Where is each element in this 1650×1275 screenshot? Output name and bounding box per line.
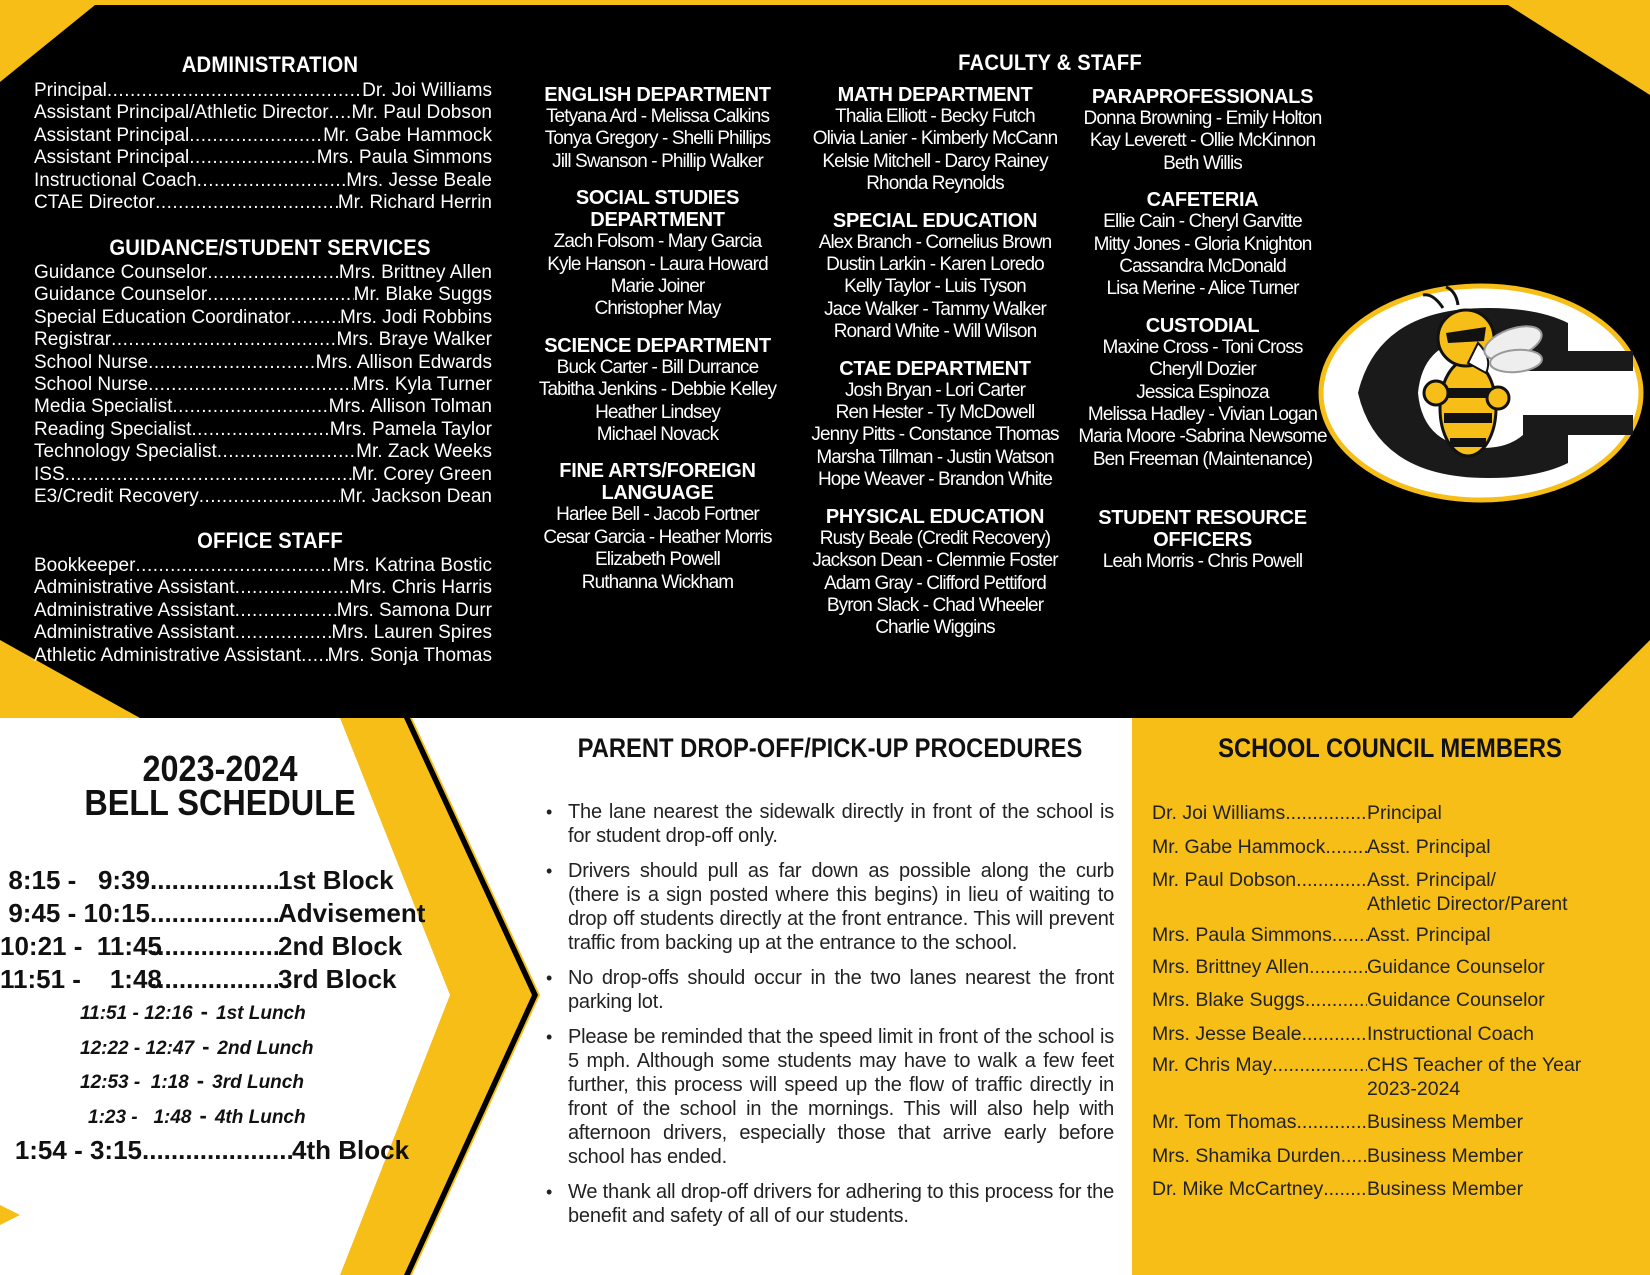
dot-leader [291,307,340,329]
staff-role: Special Education Coordinator [34,306,291,328]
staff-role: Assistant Principal [34,147,190,169]
council-role: Business Member [1367,1144,1524,1167]
council-name-cell [1152,836,1367,860]
office-staff-list [34,555,492,667]
bell-time: 1:54 - 3:15 [14,1135,142,1165]
council-row [1152,989,1632,1013]
council-name-cell [1152,956,1367,980]
department-title: PHYSICAL EDUCATION [825,505,1045,528]
procedure-item: • The lane nearest the sidewalk directly in front of the school is for student drop-off only. [568,800,1114,848]
department-names: Elizabeth Powell [594,549,720,571]
department-names: Marie Joiner [610,276,705,298]
staff-name: Mr. Jackson Dean [339,486,492,508]
department-block [810,84,1060,196]
council-name-cell [1152,1111,1367,1135]
council-row [1152,1111,1632,1135]
staff-role: Principal [34,80,107,101]
council-role: Instructional Coach [1367,1022,1534,1045]
department-names: Beth Willis [1163,152,1242,174]
procedures-list [540,800,1114,1239]
dot-leader [142,1134,292,1167]
staff-name: Mr. Gabe Hammock [323,124,492,146]
council-row [1152,956,1632,980]
staff-role: Instructional Coach [34,169,197,191]
council-row [1152,1178,1632,1202]
department-names: Buck Carter - Bill Durrance [556,356,759,378]
bell-time: 9:45 - 10:15 [8,898,150,928]
department-names: Thalia Elliott - Becky Futch [835,106,1035,127]
staff-name: Dr. Joi Williams [362,80,492,101]
staff-role: Administrative Assistant [34,622,235,644]
dot-leader [217,441,356,463]
department-names: Ren Hester - Ty McDowell [835,402,1035,424]
staff-role: School Nurse [34,351,149,373]
staff-role: School Nurse [34,374,149,396]
staff-role: Guidance Counselor [34,284,208,306]
staff-name: Mr. Blake Suggs [353,284,492,306]
staff-name: Mrs. Lauren Spires [331,622,492,644]
staff-name: Mrs. Katrina Bostic [332,555,492,576]
lunch-row [0,996,440,1031]
staff-name: Mrs. Allison Tolman [328,396,492,418]
bell-schedule-year: 2023-2024 [142,748,298,789]
department-names: Jackson Dean - Clemmie Foster [812,550,1058,572]
bell-schedule [0,748,440,1167]
department-title: PARAPROFESSIONALS [1091,86,1314,108]
dot-leader [135,555,332,577]
department-names: Adam Gray - Clifford Pettiford [824,572,1046,594]
staff-row [34,577,492,599]
staff-row [34,147,492,169]
dot-leader [150,930,278,963]
lunch-time: 12:22 - 12:47 [80,1037,195,1059]
department-names: Rhonda Reynolds [866,173,1004,195]
lunch-row [0,1065,440,1100]
department-names: Kyle Hanson - Laura Howard [547,253,768,275]
department-names: Cesar Garcia - Heather Morris [543,526,772,548]
staff-row [34,464,492,486]
department-names: Hope Weaver - Brandon White [817,469,1053,491]
lunch-separator: - [200,999,208,1024]
dot-leader [1325,836,1367,860]
staff-name: Mrs. Jodi Robbins [339,306,492,328]
staff-row [34,352,492,374]
faculty-column-1 [535,84,780,594]
council-name-cell [1152,1178,1367,1202]
dot-leader [235,577,350,599]
staff-name: Mrs. Samona Durr [336,599,492,621]
staff-role: Media Specialist [34,396,173,418]
bell-schedule-title: BELL SCHEDULE [84,782,356,823]
bell-time: 10:21 - 11:45 [0,931,162,961]
department-block [810,358,1060,492]
department-block [535,460,780,594]
staff-name: Mrs. Braye Walker [336,329,492,351]
dot-leader [150,897,278,930]
staff-name: Mr. Zack Weeks [356,441,492,463]
procedure-item: • Drivers should pull as far down as possible along the curb (there is a sign posted where this begins) in lieu of waiting to drop off students directly at the front entrance. This will prevent traffic from backing up at the entrance to the school. [568,859,1114,955]
staff-role: Assistant Principal [34,124,190,146]
department-block [1075,315,1330,471]
lunch-separator: - [196,1068,205,1093]
dot-leader [207,284,353,306]
department-names: Michael Novack [596,424,719,446]
lunch-label: 2nd Lunch [217,1037,314,1059]
council-name: Mrs. Blake Suggs [1152,989,1305,1011]
council-role: CHS Teacher of the Year 2023-2024 [1367,1054,1582,1100]
dot-leader [1272,1054,1367,1101]
administration-title: ADMINISTRATION [181,52,359,77]
faculty-staff-title: FACULTY & STAFF [958,50,1142,75]
staff-row [34,307,492,329]
department-names: Charlie Wiggins [875,617,995,639]
department-title: STUDENT RESOURCE OFFICERS [1098,507,1307,552]
staff-row [34,262,492,284]
council-name-cell [1152,802,1367,826]
department-title: ENGLISH DEPARTMENT [544,84,771,106]
bell-label: 3rd Block [278,964,397,994]
school-logo [1318,283,1645,503]
office-staff-title: OFFICE STAFF [197,528,343,553]
department-names: Josh Bryan - Lori Carter [844,379,1026,401]
dot-leader [1323,1178,1367,1202]
department-title: CTAE DEPARTMENT [839,357,1031,380]
dot-leader [150,864,278,897]
staff-row [34,80,492,102]
lunch-separator: - [199,1102,207,1128]
department-names: Jessica Espinoza [1136,381,1269,403]
council-name-cell [1152,1054,1367,1101]
dot-leader [148,374,353,396]
department-block [810,506,1060,640]
department-names: Olivia Lanier - Kimberly McCann [812,128,1058,150]
dot-leader [1297,1111,1368,1135]
staff-row [34,486,492,508]
staff-name: Mr. Richard Herrin [337,192,492,214]
department-names: Tonya Gregory - Shelli Phillips [544,128,771,150]
dot-leader [107,80,362,102]
dot-leader [148,352,316,374]
staff-row [34,284,492,306]
dot-leader [189,125,323,147]
procedure-item: • Please be reminded that the speed limit in front of the school is 5 mph. Although some students may have to walk a few feet further, this process will speed up the flow of traffic directly in front of the school in the mornings. This will also help with afternoon drivers, especially those that arrive early before school has ended. [568,1025,1114,1169]
department-names: Alex Branch - Cornelius Brown [818,231,1052,253]
staff-row [34,170,492,192]
department-names: Tetyana Ard - Melissa Calkins [545,106,770,127]
bell-row [0,864,440,897]
department-names: Jill Swanson - Phillip Walker [552,150,763,172]
faculty-column-3 [1075,86,1330,574]
council-role: Asst. Principal [1367,835,1491,858]
lunch-label: 1st Lunch [216,1003,306,1024]
dot-leader [199,486,340,508]
council-name: Dr. Joi Williams [1152,802,1286,824]
department-names: Tabitha Jenkins - Debbie Kelley [538,379,777,401]
department-block [810,210,1060,344]
department-names: Rusty Beale (Credit Recovery) [819,527,1051,549]
staff-role: ISS [34,463,65,485]
council-row [1152,1054,1632,1101]
department-title: FINE ARTS/FOREIGN LANGUAGE [559,460,756,505]
dot-leader [111,329,336,351]
department-names: Kelsie Mitchell - Darcy Rainey [822,150,1048,172]
procedure-item: • We thank all drop-off drivers for adhering to this process for the benefit and safety of all of our students. [568,1180,1114,1228]
staff-role: Administrative Assistant [34,599,235,621]
council-row [1152,836,1632,860]
dot-leader [1305,989,1367,1013]
dot-leader [329,102,352,124]
bell-row [0,897,440,930]
department-names: Mitty Jones - Gloria Knighton [1093,233,1312,255]
c-logo-icon [1318,283,1645,503]
department-names: Maria Moore -Sabrina Newsome [1078,426,1327,448]
dot-leader [1309,956,1367,980]
staff-role: Bookkeeper [34,555,136,576]
department-block [535,335,780,447]
dot-leader [150,963,278,996]
department-title: CUSTODIAL [1145,314,1260,337]
lunch-time: 12:53 - 1:18 [80,1072,189,1093]
council-row [1152,869,1632,916]
bell-row [0,1134,440,1167]
staff-row [34,329,492,351]
dot-leader [65,464,352,486]
staff-row [34,645,492,667]
department-title: SPECIAL EDUCATION [832,209,1038,232]
staff-role: Registrar [34,329,112,351]
council-name-cell [1152,924,1367,948]
staff-row [34,102,492,124]
bell-label: Advisement [278,898,426,928]
department-names: Harlee Bell - Jacob Fortner [556,504,759,526]
dot-leader [1296,869,1367,916]
dot-leader [197,170,347,192]
bell-label: 4th Block [292,1135,410,1165]
council-role: Guidance Counselor [1367,955,1545,978]
staff-name: Mrs. Kyla Turner [352,374,492,396]
staff-name: Mrs. Chris Harris [349,577,492,599]
staff-role: CTAE Director [34,192,156,214]
dot-leader [235,600,337,622]
staff-name: Mr. Paul Dobson [351,102,492,124]
staff-row [34,600,492,622]
bell-label: 2nd Block [278,931,403,961]
dot-leader [191,419,329,441]
faculty-column-2 [810,84,1060,640]
department-names: Kay Leverett - Ollie McKinnon [1089,130,1316,152]
guidance-list [34,262,492,508]
staff-row [34,622,492,644]
council-role: Principal [1367,802,1442,824]
staff-role: E3/Credit Recovery [34,486,199,508]
department-names: Leah Morris - Chris Powell [1102,551,1303,573]
bell-schedule-rows [0,864,440,1167]
bell-row [0,963,440,996]
department-names: Ronard White - Will Wilson [833,321,1037,343]
council-name: Mr. Chris May [1152,1054,1273,1076]
dot-leader [1341,1145,1367,1169]
staff-row [34,419,492,441]
department-title: SCIENCE DEPARTMENT [544,334,771,357]
department-names: Jace Walker - Tammy Walker [824,298,1046,320]
council-row [1152,1145,1632,1169]
lunch-separator: - [202,1033,210,1059]
staff-role: Administrative Assistant [34,577,235,599]
staff-name: Mrs. Jesse Beale [346,169,492,191]
department-names: Maxine Cross - Toni Cross [1102,336,1303,358]
department-title: SOCIAL STUDIES DEPARTMENT [575,187,740,232]
staff-name: Mrs. Allison Edwards [315,351,492,373]
lunch-row [0,1031,440,1066]
staff-name: Mr. Corey Green [351,463,492,485]
bell-time: 8:15 - 9:39 [8,865,150,895]
council-name: Mrs. Jesse Beale [1152,1022,1302,1045]
lunch-label: 3rd Lunch [212,1072,304,1093]
dot-leader [155,192,338,214]
staff-name: Mrs. Sonja Thomas [327,644,492,666]
department-block [1075,86,1330,175]
council-name: Dr. Mike McCartney [1152,1178,1324,1200]
department-names: Melissa Hadley - Vivian Logan [1087,404,1318,426]
staff-role: Reading Specialist [34,418,192,440]
administration-list [34,80,492,214]
council-name: Mrs. Shamika Durden [1152,1144,1341,1167]
department-names: Zach Folsom - Mary Garcia [553,231,762,253]
procedure-item: • No drop-offs should occur in the two lanes nearest the front parking lot. [568,966,1114,1014]
staff-row [34,441,492,463]
school-council-list [1152,802,1632,1202]
department-names: Byron Slack - Chad Wheeler [826,594,1044,616]
council-name: Mr. Paul Dobson [1152,869,1297,891]
department-block [1075,189,1330,301]
council-role: Asst. Principal [1367,924,1491,946]
council-name: Mr. Tom Thomas [1152,1111,1297,1133]
guidance-title: GUIDANCE/STUDENT SERVICES [109,235,431,260]
lunch-time: 11:51 - 12:16 [80,1003,193,1024]
bell-label: 1st Block [278,865,394,895]
dot-leader [1332,924,1367,948]
council-name-cell [1152,1145,1367,1169]
department-names: Donna Browning - Emily Holton [1083,108,1322,129]
council-name-cell [1152,989,1367,1013]
dot-leader [172,396,328,418]
council-name-cell [1152,1023,1367,1047]
department-names: Cheryll Dozier [1149,359,1256,381]
council-name: Mrs. Brittney Allen [1152,955,1310,978]
dot-leader [1302,1023,1367,1047]
council-name: Mr. Gabe Hammock [1152,835,1326,858]
staff-row [34,396,492,418]
staff-name: Mrs. Brittney Allen [338,262,492,283]
bell-time: 11:51 - 1:48 [0,964,162,994]
staff-row [34,192,492,214]
department-names: Jenny Pitts - Constance Thomas [811,424,1059,446]
council-row [1152,802,1632,826]
school-council-title: SCHOOL COUNCIL MEMBERS [1218,733,1562,763]
lunch-time: 1:23 - 1:48 [88,1106,192,1128]
dot-leader [235,622,332,644]
bell-row [0,930,440,963]
council-row [1152,1023,1632,1047]
department-names: Ruthanna Wickham [581,571,734,593]
department-block [535,84,780,173]
dot-leader [1285,802,1367,826]
staff-row [34,125,492,147]
department-names: Lisa Merine - Alice Turner [1106,278,1299,300]
council-name-cell [1152,869,1367,916]
council-row [1152,924,1632,948]
department-names: Cassandra McDonald [1119,256,1286,278]
staff-role: Guidance Counselor [34,262,208,283]
lunch-row [0,1100,440,1135]
staff-row [34,374,492,396]
department-names: Heather Lindsey [595,401,720,423]
council-role: Business Member [1367,1111,1524,1133]
department-names: Marsha Tillman - Justin Watson [816,446,1054,468]
council-name: Mrs. Paula Simmons [1152,924,1332,946]
department-names: Ben Freeman (Maintenance) [1092,448,1313,470]
department-block [1075,507,1330,573]
lunch-label: 4th Lunch [214,1106,306,1128]
staff-role: Technology Specialist [34,441,217,463]
department-title: CAFETERIA [1146,189,1259,212]
dot-leader [189,147,316,169]
department-names: Christopher May [594,298,721,320]
staff-role: Athletic Administrative Assistant [34,644,302,666]
staff-name: Mrs. Pamela Taylor [329,418,492,440]
department-names: Dustin Larkin - Karen Loredo [826,254,1044,276]
council-role: Asst. Principal/ Athletic Director/Parent [1367,869,1568,915]
department-names: Kelly Taylor - Luis Tyson [844,276,1026,298]
department-names: Ellie Cain - Cheryl Garvitte [1103,211,1302,233]
staff-role: Assistant Principal/Athletic Director [34,102,329,124]
dot-leader [301,645,327,667]
department-block [535,187,780,321]
council-role: Business Member [1367,1178,1524,1200]
staff-name: Mrs. Paula Simmons [316,147,492,169]
council-role: Guidance Counselor [1367,989,1545,1011]
department-title: MATH DEPARTMENT [837,84,1033,106]
procedures-title: PARENT DROP-OFF/PICK-UP PROCEDURES [577,733,1083,763]
staff-row [34,555,492,577]
dot-leader [207,262,339,284]
